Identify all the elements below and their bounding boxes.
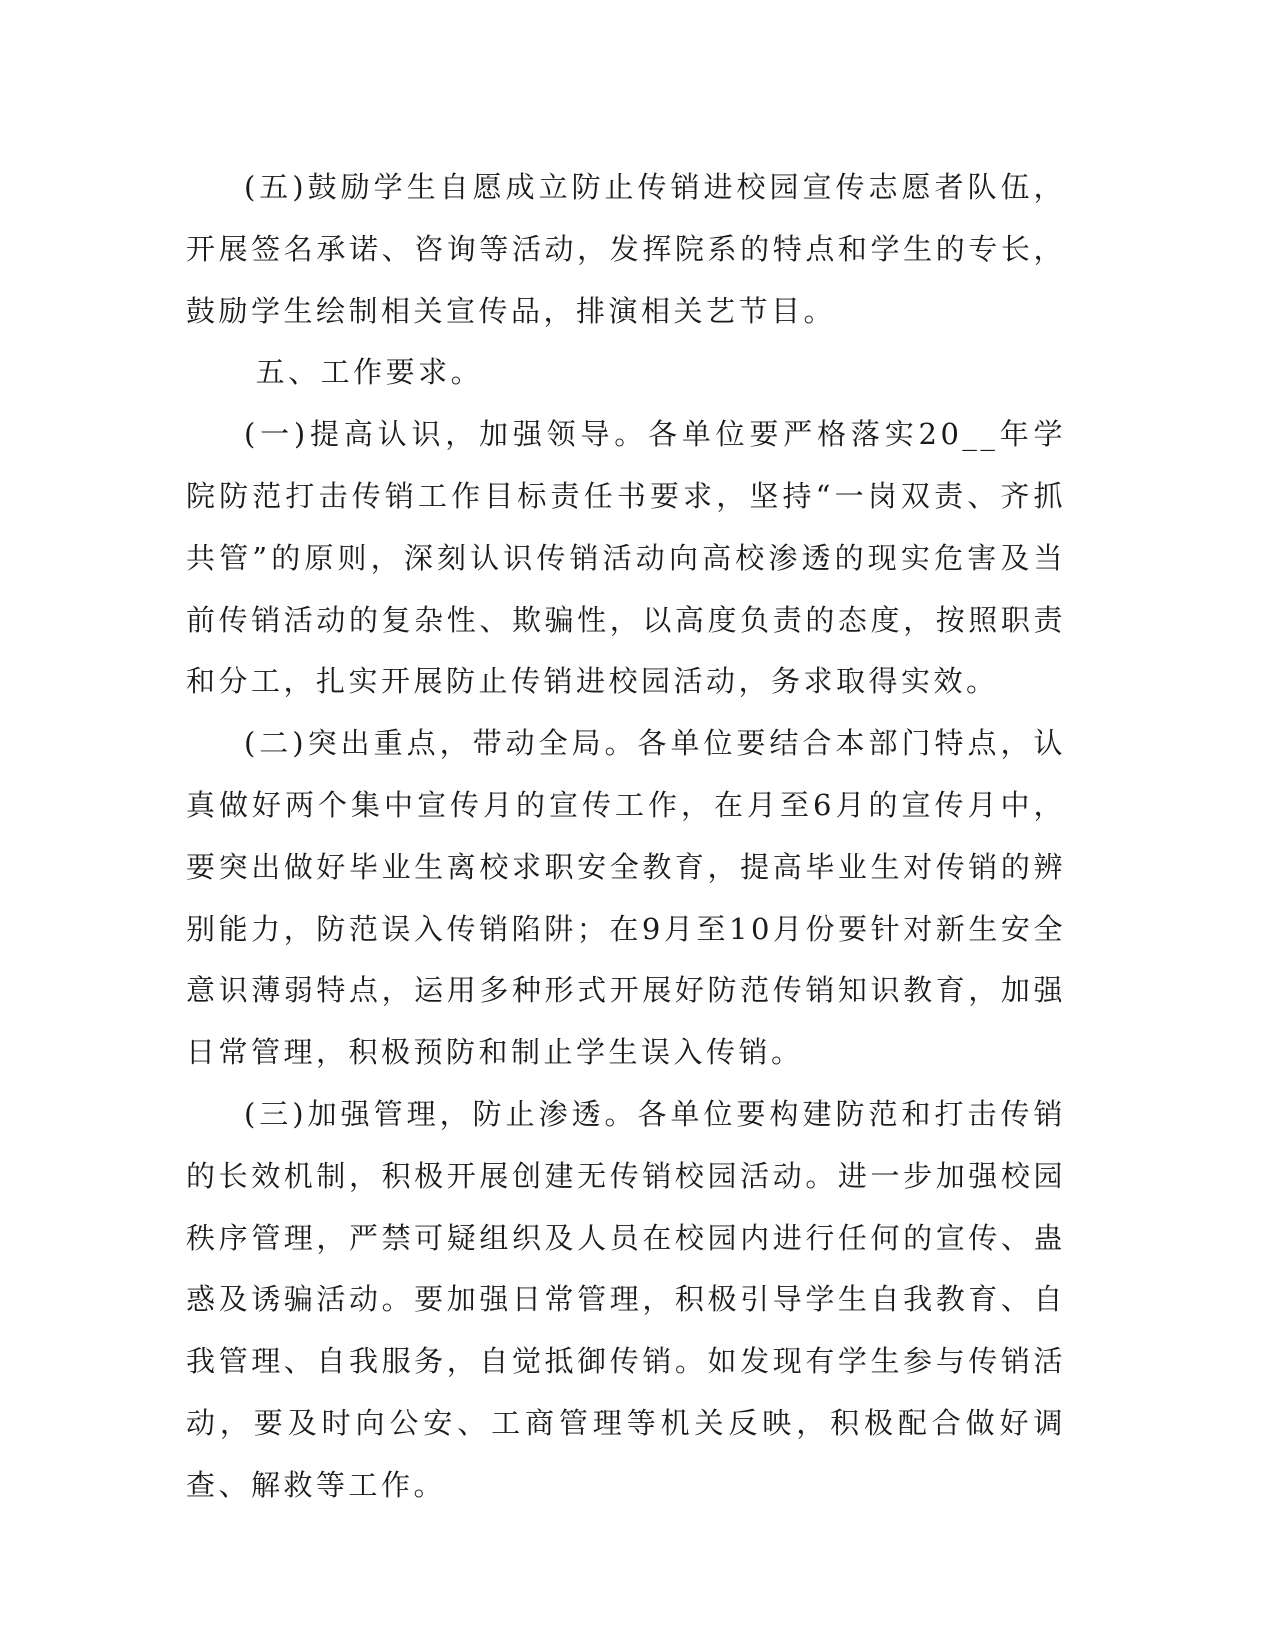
paragraph-item-5: (五)鼓励学生自愿成立防止传销进校园宣传志愿者队伍，开展签名承诺、咨询等活动，发挥院系的特点和学生的专长，鼓励学生绘制相关宣传品，排演相关艺节目。: [186, 170, 1066, 328]
paragraph-requirement-3: (三)加强管理，防止渗透。各单位要构建防范和打击传销的长效机制，积极开展创建无传销校园活动。进一步加强校园秩序管理，严禁可疑组织及人员在校园内进行任何的宣传、蛊惑及诱骗活动。要加强日常管理，积极引导学生自我教育、自我管理、自我服务，自觉抵御传销。如发现有学生参与传销活动，要及时向公安、工商管理等机关反映，积极配合做好调查、解救等工作。: [186, 1096, 1066, 1502]
document-body: [186, 157, 1066, 1517]
paragraph-requirement-1: (一)提高认识，加强领导。各单位要严格落实20__年学院防范打击传销工作目标责任书要求，坚持“一岗双责、齐抓共管”的原则，深刻认识传销活动向高校渗透的现实危害及当前传销活动的复杂性、欺骗性，以高度负责的态度，按照职责和分工，扎实开展防止传销进校园活动，务求取得实效。: [186, 417, 1066, 699]
paragraph-requirement-2: (二)突出重点，带动全局。各单位要结合本部门特点，认真做好两个集中宣传月的宣传工作，在月至6月的宣传月中，要突出做好毕业生离校求职安全教育，提高毕业生对传销的辨别能力，防范误入传销陷阱；在9月至10月份要针对新生安全意识薄弱特点，运用多种形式开展好防范传销知识教育，加强日常管理，积极预防和制止学生误入传销。: [186, 726, 1066, 1070]
section-heading-work-requirements: 五、工作要求。: [255, 355, 484, 390]
